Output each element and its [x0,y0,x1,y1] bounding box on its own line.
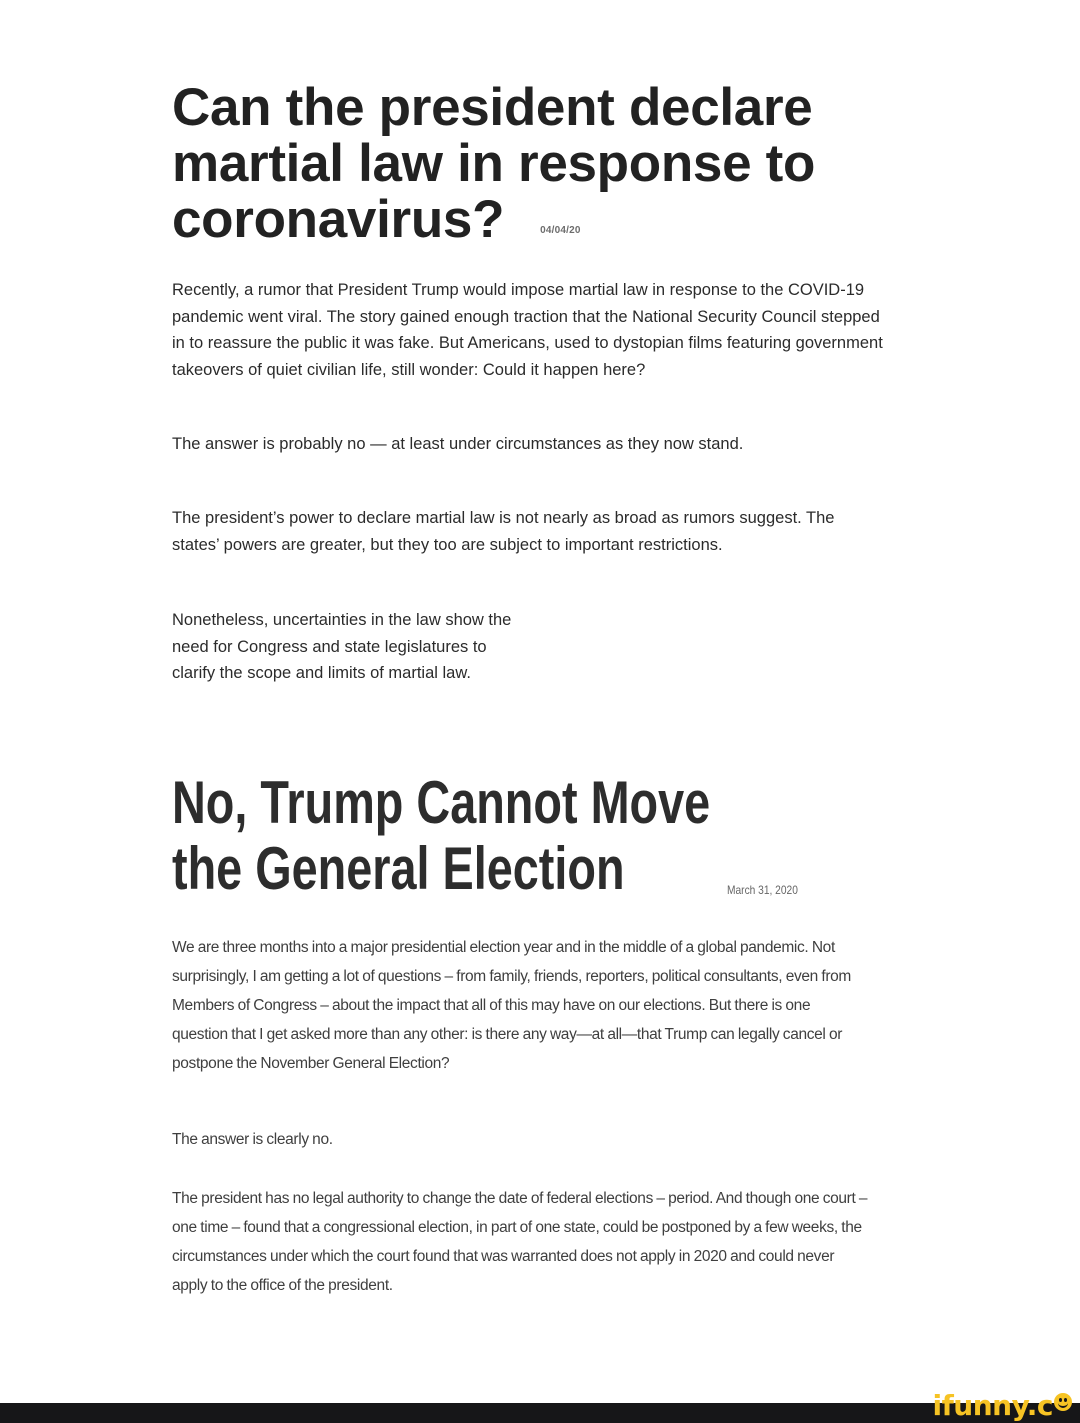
watermark-text: ifunny.c [932,1389,1053,1422]
article-date: March 31, 2020 [727,883,798,897]
title-line [172,192,892,263]
article-paragraph: Recently, a rumor that President Trump would impose martial law in response to the COVID-19 pandemic went viral. The story gained enough traction that the National Security Council stepped in to reassure the public it was fake. But Americans, used to dystopian films featuring government takeovers of quiet civilian life, still wonder: Could it happen here? [172,281,883,379]
article-paragraph: The president’s power to declare martial law is not nearly as broad as rumors suggest. The states’ powers are greater, but they too are subject to important restrictions. [172,509,835,554]
article-paragraph: The answer is clearly no. [172,1131,333,1148]
article-paragraph: Nonetheless, uncertainties in the law show the need for Congress and state legislatures to clarify the scope and limits of martial law. [172,611,512,682]
article-paragraph: The president has no legal authority to change the date of federal elections – period. And though one court – one time – found that a congressional election, in part of one state, could be postponed by a few weeks, the circumstances under which the court found that was warranted does not apply in 2020 and could never apply to the office of the president. [172,1190,868,1294]
watermark-bar [0,1403,1080,1423]
title-line: the General Election [172,835,625,902]
smiley-face-icon [1054,1393,1072,1411]
article-title [172,80,892,263]
title-line: martial law in response to [172,134,816,193]
article-paragraph: We are three months into a major presidential election year and in the middle of a global pandemic. Not surprisingly, I am getting a lot of questions – from family, friends, reporters, political consultants, even from Members of Congress – about the impact that all of this may have on our elections. But there is one question that I get asked more than any other: is there any way—at all—that Trump can legally cancel or postpone the November General Election? [172,939,851,1072]
article-paragraph: The answer is probably no — at least under circumstances as they now stand. [172,435,744,453]
title-line-text: coronavirus? [172,190,505,249]
ifunny-watermark-logo [933,1391,1073,1421]
article-martial-law [172,78,892,682]
title-line: No, Trump Cannot Move [172,769,711,836]
title-line: Can the president declare [172,78,813,137]
article-date: 04/04/20 [540,225,581,236]
